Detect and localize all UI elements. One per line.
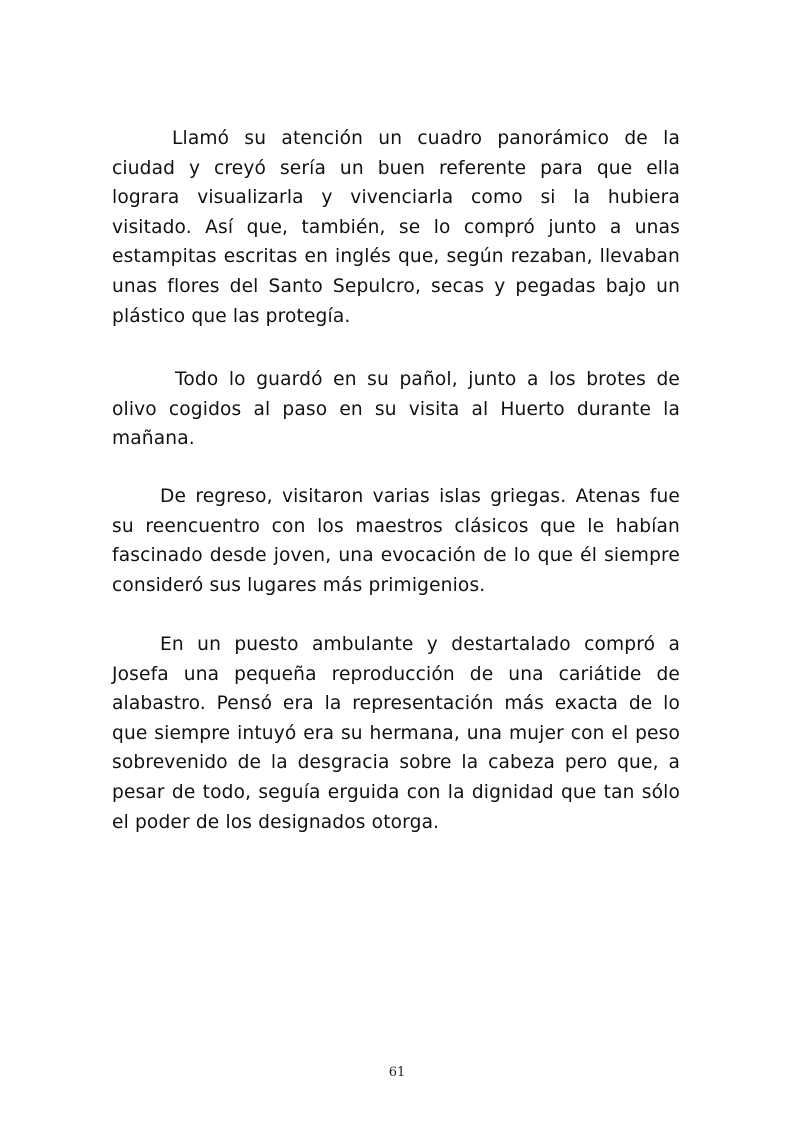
paragraph-2: Todo lo guardó en su pañol, junto a los brotes de olivo cogidos al paso en su visita al Huerto durante la mañana. <box>112 369 680 450</box>
paragraph-4: En un puesto ambulante y destartalado compró a Josefa una pequeña reproducción de una cariátide de alabastro. Pensó era la representación más exacta de lo que siempre intuyó era su hermana, una mujer con el peso sobrevenido de la desgracia sobre la cabeza pero que, a pesar de todo, seguía erguida con la dignidad que tan sólo el poder de los designados otorga. <box>112 634 680 833</box>
paragraph-3: De regreso, visitaron varias islas griegas. Atenas fue su reencuentro con los maestros clásicos que le habían fascinado desde joven, una evocación de lo que él siempre consideró sus lugares más primigenios. <box>112 486 680 596</box>
paragraph-1: Llamó su atención un cuadro panorámico de la ciudad y creyó sería un buen referente para que ella lograra visualizarla y vivenciarla como si la hubiera visitado. Así que, también, se lo compró junto a unas estampitas escritas en inglés que, según rezaban, llevaban unas flores del Santo Sepulcro, secas y pegadas bajo un plástico que las protegía. <box>112 128 680 327</box>
page-number: 61 <box>388 1065 406 1080</box>
